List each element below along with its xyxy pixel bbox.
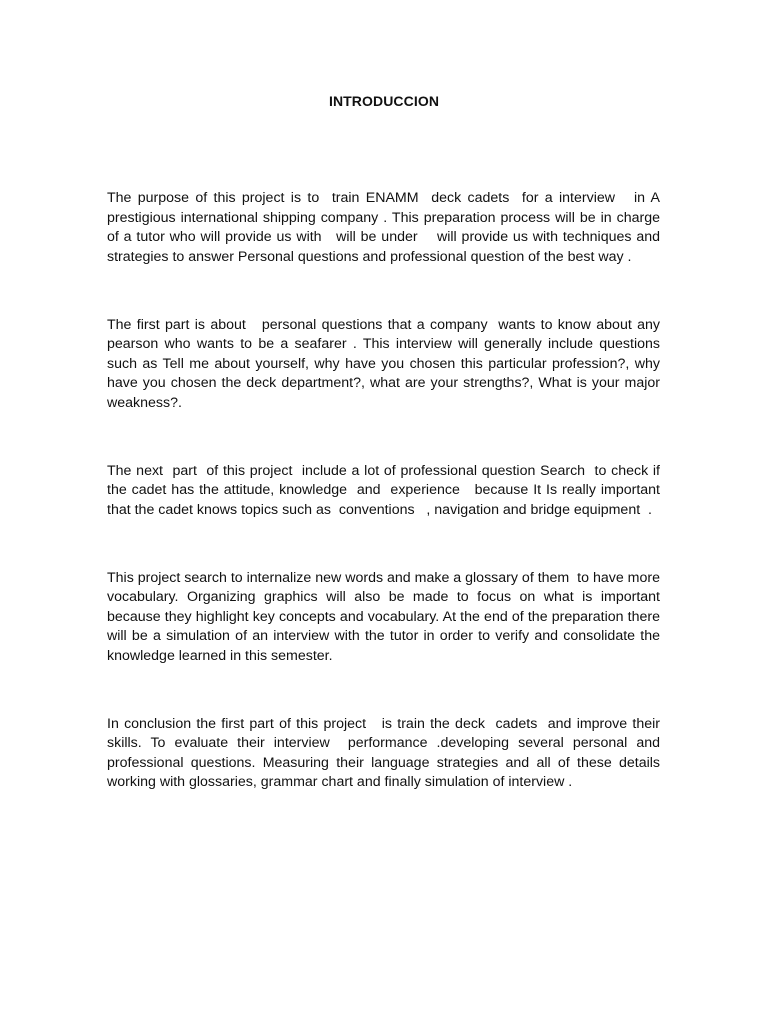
paragraph-personal-questions: The first part is about personal questions that a company wants to know about any pearson who wants to be a seafarer . This interview will generally include questions such as Tell me about yourself, why have you chosen this particular profession?, why have you chosen the deck department?, what are your strengths?, What is your major weakness?. — [107, 316, 664, 411]
document-body — [107, 150, 668, 841]
paragraph-purpose: The purpose of this project is to train ENAMM deck cadets for a interview in A prestigious international shipping company . This preparation process will be in charge of a tutor who will provide us with will be under will provide us with techniques and strategies to answer Personal questions and professional question of the best way . — [107, 190, 664, 265]
paragraph-vocabulary: This project search to internalize new words and make a glossary of them to have more vocabulary. Organizing graphics will also be made to focus on what is important because they highlight key concepts and vocabulary. At the end of the preparation there will be a simulation of an interview with the tutor in order to verify and consolidate the knowledge learned in this semester. — [107, 569, 668, 664]
document-title: INTRODUCCION — [328, 93, 440, 109]
paragraph-professional-questions: The next part of this project include a lot of professional question Search to check if the cadet has the attitude, knowledge and experience because It Is really important that the cadet knows topics such as conventions , navigation and bridge equipment . — [107, 462, 664, 518]
paragraph-conclusion: In conclusion the first part of this project is train the deck cadets and improve their skills. To evaluate their interview performance .developing several personal and professional questions. Measuring their language strategies and all of these details working with glossaries, grammar chart and finally simulation of interview . — [107, 715, 664, 790]
